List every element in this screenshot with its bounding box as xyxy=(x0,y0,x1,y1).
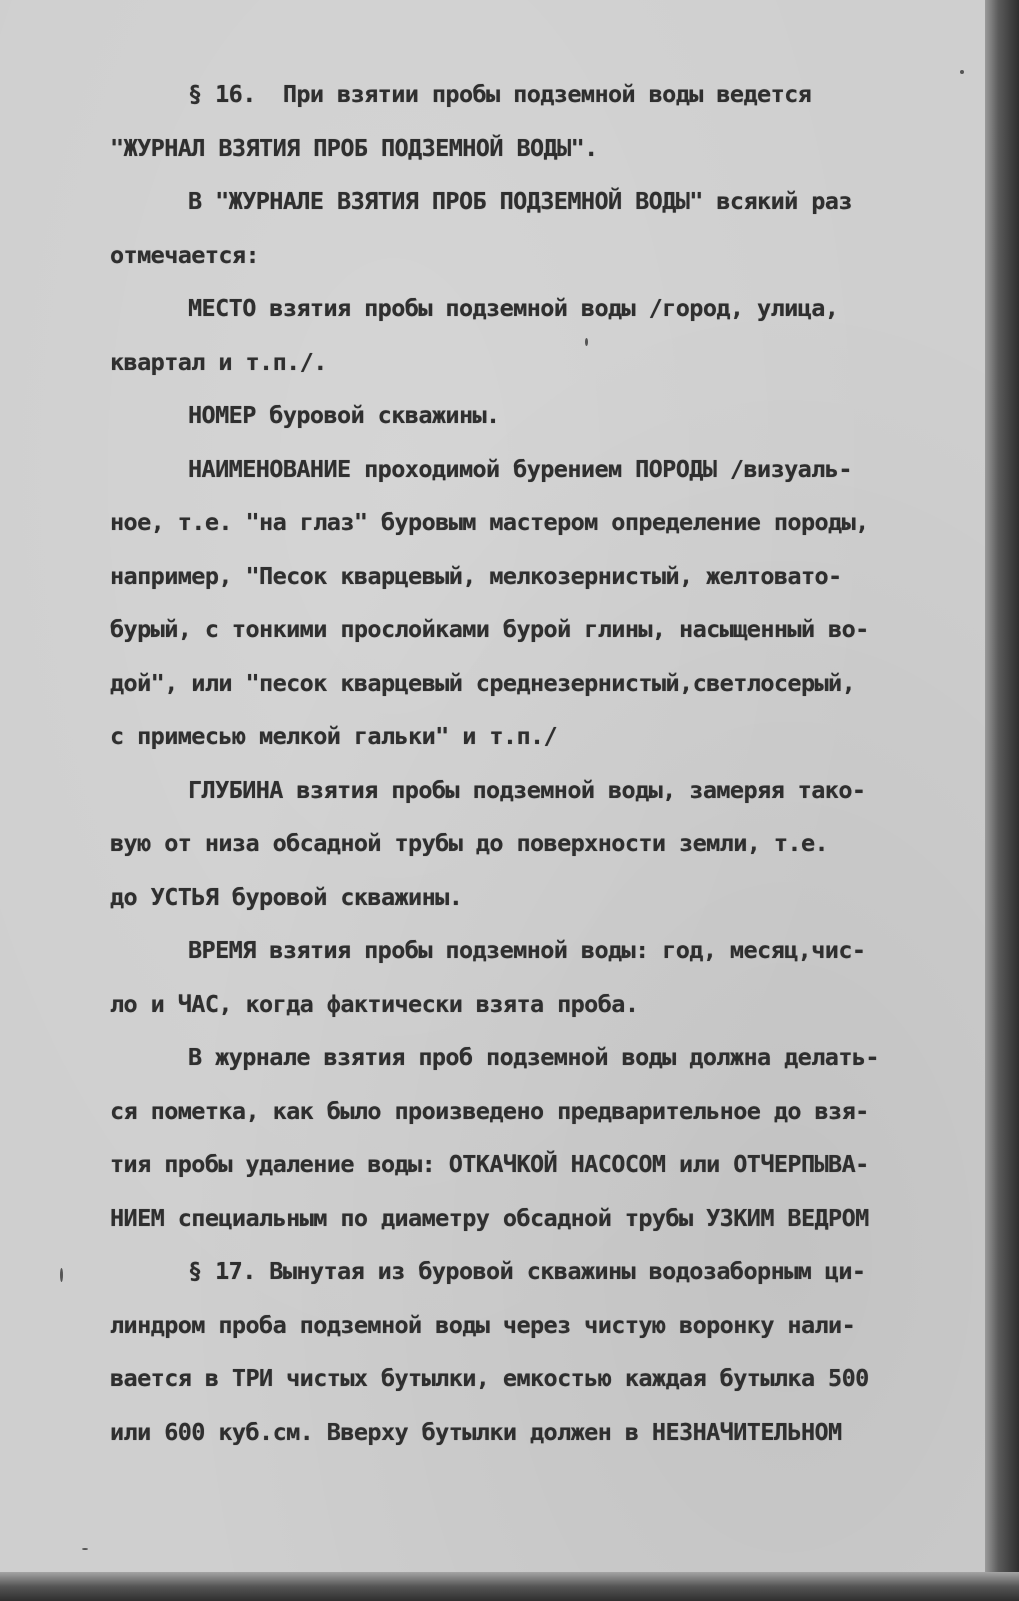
text-line: МЕСТО взятия пробы подземной воды /город, улица, xyxy=(188,294,839,322)
text-line: ГЛУБИНА взятия пробы подземной воды, замеряя тако- xyxy=(188,775,866,804)
text-line: НАИМЕНОВАНИЕ проходимой бурением ПОРОДЫ /визуаль- xyxy=(188,454,852,483)
text-line: вую от низа обсадной трубы до поверхности земли, т.е. xyxy=(110,829,829,857)
text-line: ное, т.е. "на глаз" буровым мастером определение породы, xyxy=(110,508,869,536)
text-line: например, "Песок кварцевый, мелкозернистый, желтовато- xyxy=(110,561,842,590)
typewritten-text xyxy=(110,68,960,1459)
paper-speck xyxy=(60,1268,63,1282)
text-line: линдром проба подземной воды через чистую воронку нали- xyxy=(110,1310,856,1339)
text-line: В "ЖУРНАЛЕ ВЗЯТИЯ ПРОБ ПОДЗЕМНОЙ ВОДЫ" всякий раз xyxy=(188,187,852,215)
text-line: вается в ТРИ чистых бутылки, емкостью каждая бутылка 500 xyxy=(110,1364,869,1392)
text-line: НОМЕР буровой скважины. xyxy=(188,401,500,429)
text-line: ВРЕМЯ взятия пробы подземной воды: год, месяц,чис- xyxy=(188,936,866,964)
text-line: "ЖУРНАЛ ВЗЯТИЯ ПРОБ ПОДЗЕМНОЙ ВОДЫ". xyxy=(110,133,598,162)
text-line: с примесью мелкой гальки" и т.п./ xyxy=(110,722,558,750)
text-line: ло и ЧАС, когда фактически взята проба. xyxy=(110,989,639,1018)
text-line: ся пометка, как было произведено предварительное до взя- xyxy=(110,1096,869,1125)
text-line: или 600 куб.см. Вверху бутылки должен в НЕЗНАЧИТЕЛЬНОМ xyxy=(110,1417,842,1446)
text-line: тия пробы удаление воды: ОТКАЧКОЙ НАСОСОМ или ОТЧЕРПЫВА- xyxy=(110,1150,869,1178)
text-line: бурый, с тонкими прослойками бурой глины, насыщенный во- xyxy=(110,615,869,643)
text-line: § 17. Вынутая из буровой скважины водозаборным ци- xyxy=(188,1257,866,1285)
paper-speck xyxy=(960,70,964,74)
scan-right-edge xyxy=(985,0,1019,1601)
text-line: отмечается: xyxy=(110,240,260,269)
text-line: § 16. При взятии пробы подземной воды ведется xyxy=(188,80,812,108)
text-line: НИЕМ специальным по диаметру обсадной трубы УЗКИМ ВЕДРОМ xyxy=(110,1203,869,1232)
paper-speck xyxy=(82,1548,88,1550)
text-line: квартал и т.п./. xyxy=(110,347,327,376)
paper-speck xyxy=(585,338,588,346)
scan-bottom-edge xyxy=(0,1572,1019,1601)
text-line: до УСТЬЯ буровой скважины. xyxy=(110,882,463,911)
text-line: В журнале взятия проб подземной воды должна делать- xyxy=(188,1043,879,1071)
text-line: дой", или "песок кварцевый среднезернистый,светлосерый, xyxy=(110,668,856,697)
